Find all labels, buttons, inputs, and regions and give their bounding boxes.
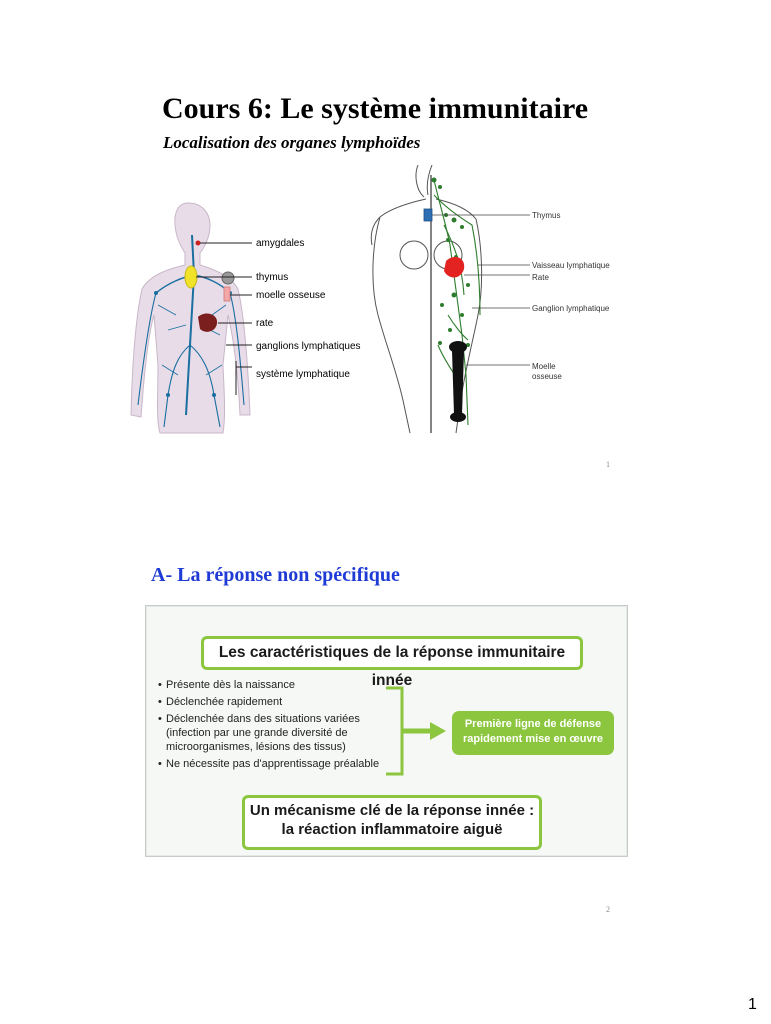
section-heading: A- La réponse non spécifique [151,564,400,586]
right-body-illustration [371,165,481,433]
key-line-2: la réaction inflammatoire aiguë [281,821,503,838]
result-line-1: Première ligne de défense [464,718,602,730]
thymus-right-marker [424,209,432,221]
characteristics-title: Les caractéristiques de la réponse immunitaire innée [201,636,583,670]
label-vaisseau-lymphatique: Vaisseau lymphatique [532,261,610,270]
characteristics-list [158,678,398,774]
label-ganglions-lymphatiques: ganglions lymphatiques [256,341,361,352]
label-rate: rate [256,318,274,329]
label-amygdales: amygdales [256,238,305,249]
bracket-arrow [384,686,454,776]
page-title: Cours 6: Le système immunitaire [162,92,589,125]
thymus-marker [185,266,197,288]
first-line-defense-box [452,711,614,755]
key-mechanism-box [242,795,542,850]
slide-number: 1 [606,460,610,469]
page-subtitle: Localisation des organes lymphoïdes [163,133,421,152]
label-moelle-osseuse: moelle osseuse [256,290,326,301]
label-systeme-lymphatique: système lymphatique [256,369,350,380]
label-moelle: Moelle [532,362,556,371]
list-item: • Déclenchée dans des situations variées (infection par une grande diversité de microorganismes, lésions des tissus) [158,712,398,754]
tonsils-marker [196,241,201,246]
list-item: • Présente dès la naissance [158,678,398,692]
label-osseuse: osseuse [532,372,562,381]
lymphoid-organs-figure [128,165,628,435]
left-body-illustration [131,203,250,433]
bone-joint-marker [222,272,234,284]
label-thymus-right: Thymus [532,211,561,220]
label-thymus: thymus [256,272,289,283]
key-line-1: Un mécanisme clé de la réponse innée : [249,802,535,819]
label-rate-right: Rate [532,273,549,282]
list-item: • Déclenchée rapidement [158,695,398,709]
result-line-2: rapidement mise en œuvre [463,733,603,745]
slide-number: 2 [606,905,610,914]
list-item: • Ne nécessite pas d'apprentissage préalable [158,757,398,771]
page-number: 1 [748,996,757,1013]
innate-response-figure [145,605,628,857]
bone-marrow-marker [224,287,230,301]
label-ganglion-lymphatique: Ganglion lymphatique [532,304,610,313]
